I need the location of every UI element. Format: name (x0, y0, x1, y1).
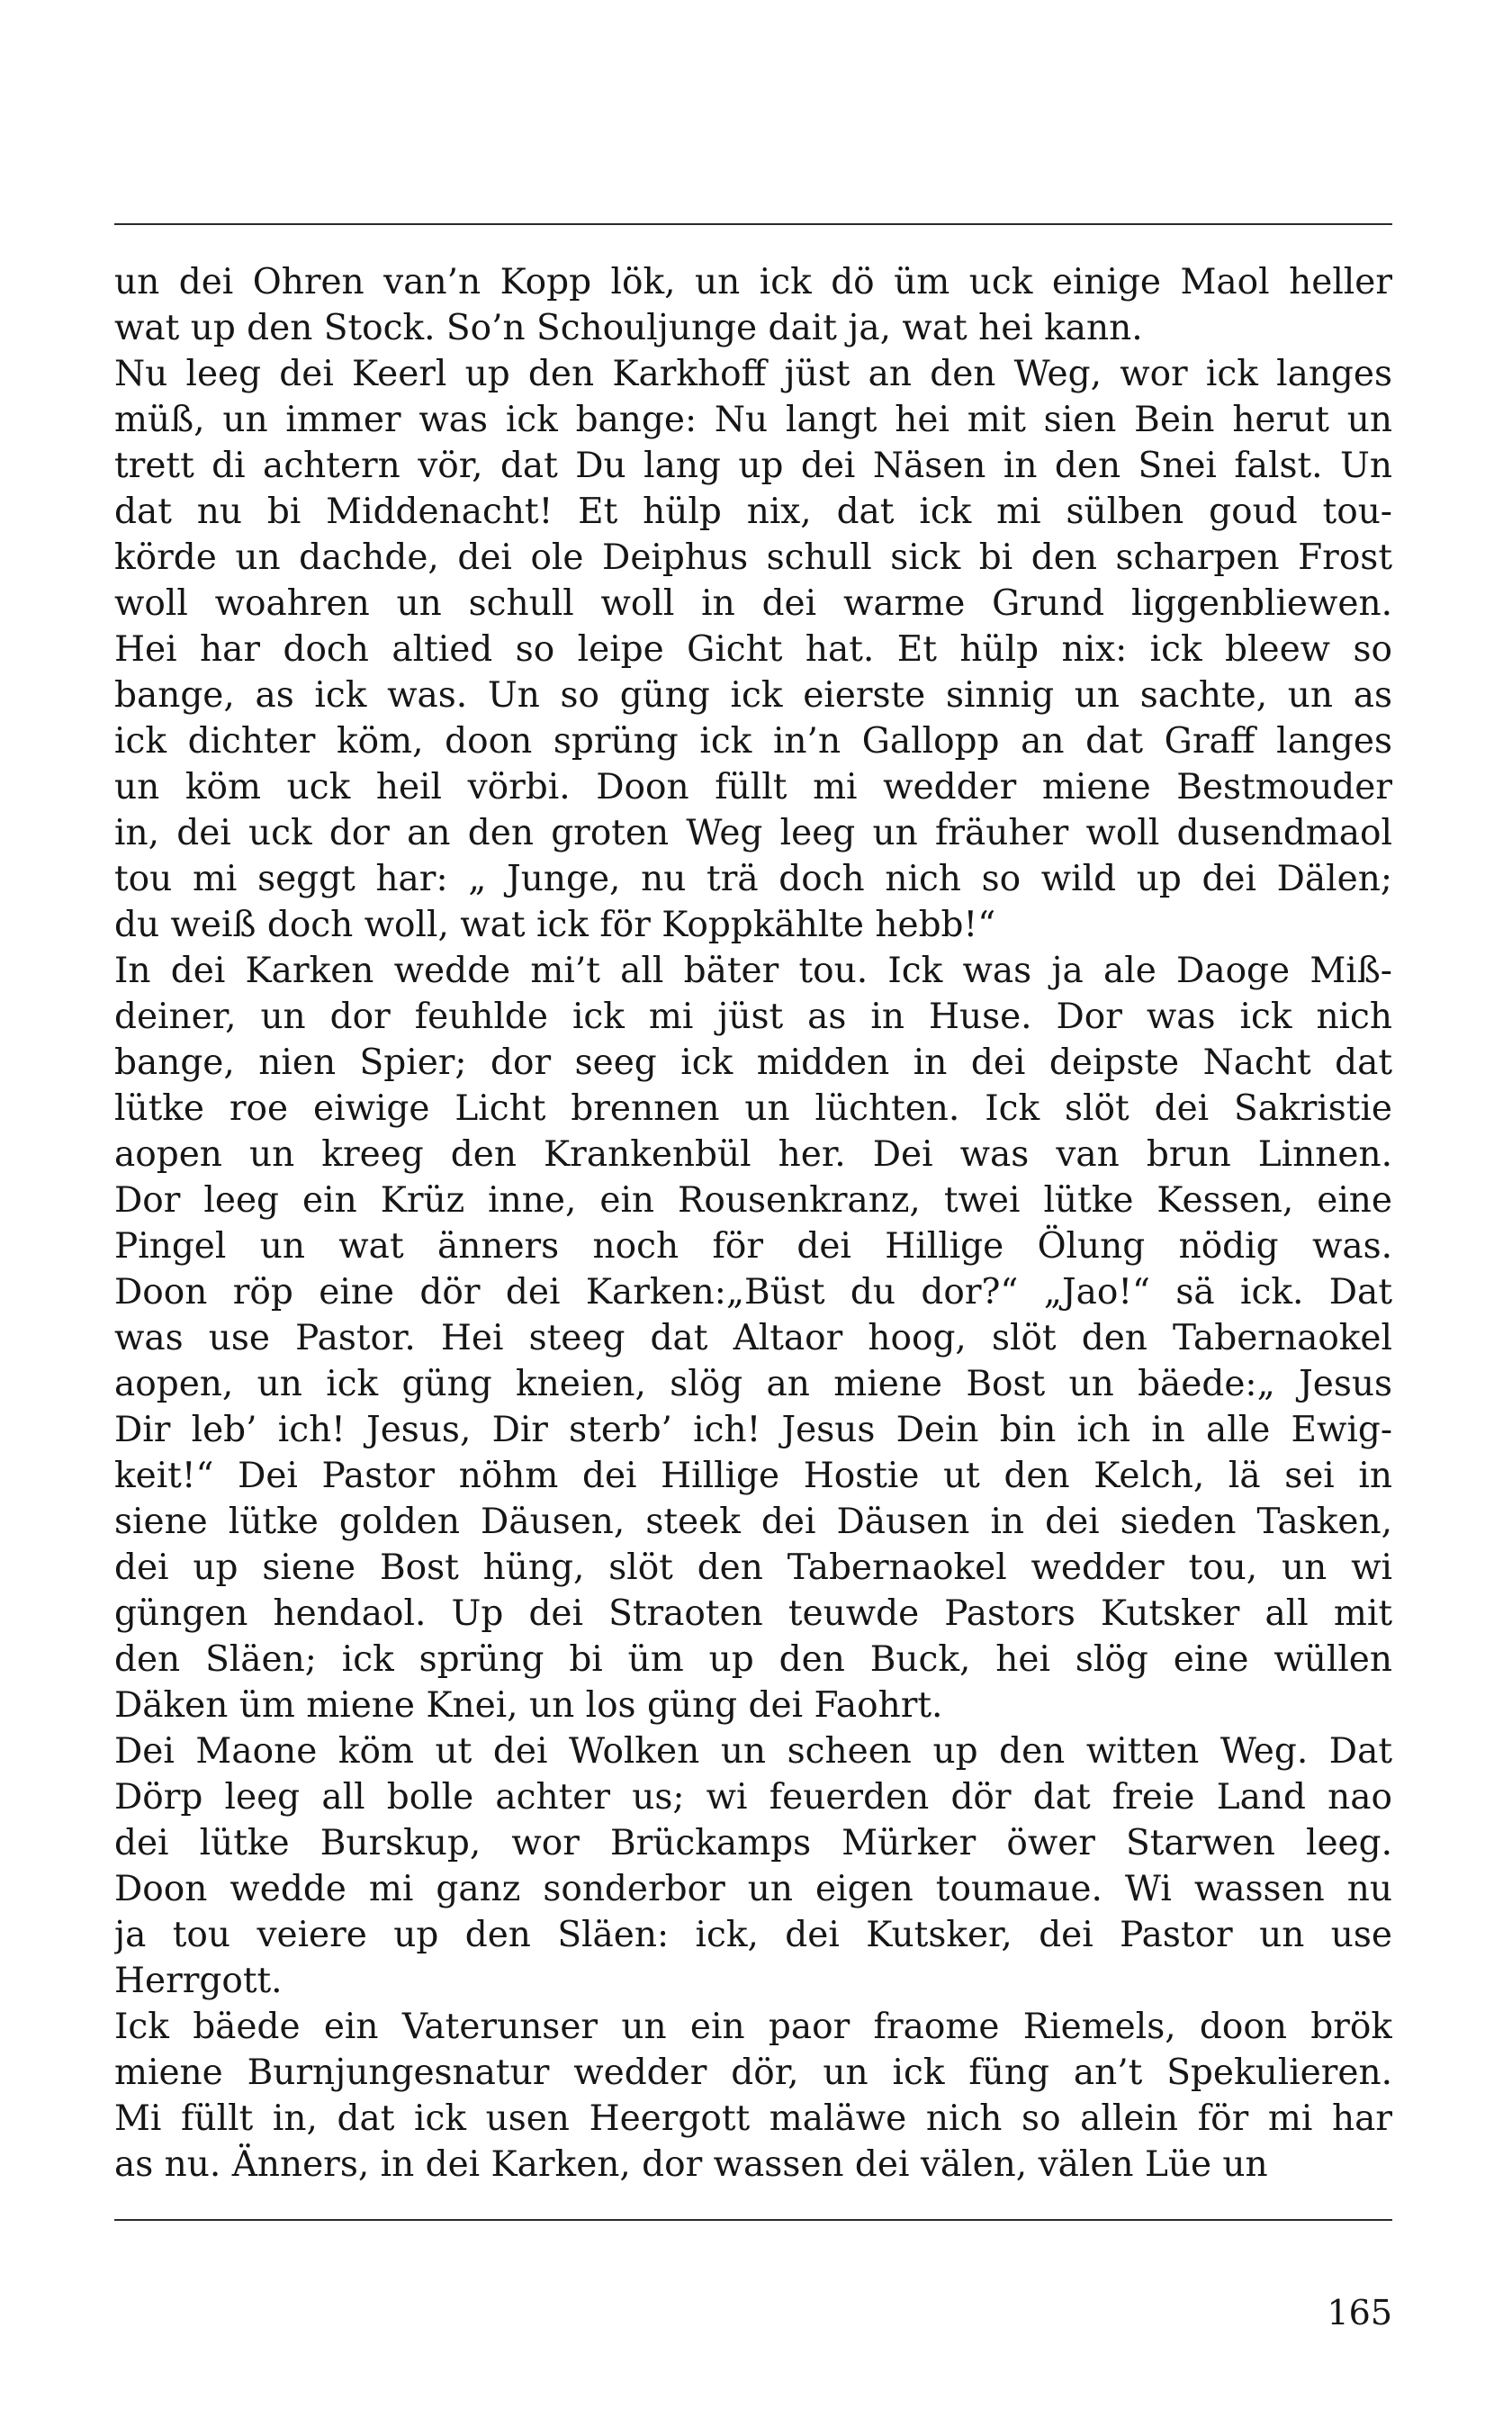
text-line: ja tou veiere up den Släen: ick, dei Kutsker, dei Pastor un use (114, 1915, 1392, 1955)
text-line: Dor leeg ein Krüz inne, ein Rousenkranz, twei lütke Kessen, eine (114, 1180, 1392, 1221)
text-line: ick dichter köm, doon sprüng ick in’n Gallopp an dat Graff langes (114, 721, 1392, 762)
text-line: woll woahren un schull woll in dei warme Grund liggenbliewen. (114, 583, 1392, 624)
text-line: Hei har doch altied so leipe Gicht hat. Et hülp nix: ick bleew so (114, 629, 1392, 670)
text-line: siene lütke golden Däusen, steek dei Däusen in dei sieden Tasken, (114, 1502, 1392, 1542)
text-line: Herrgott. (114, 1961, 283, 2001)
text-line: Dei Maone köm ut dei Wolken un scheen up den witten Weg. Dat (114, 1731, 1392, 1772)
text-line: tou mi seggt har: „ Junge, nu trä doch nich so wild up dei Dälen; (114, 859, 1392, 899)
text-line: bange, as ick was. Un so güng ick eierste sinnig un sachte, un as (114, 675, 1392, 716)
page-number: 165 (1327, 2293, 1392, 2332)
text-line: Doon wedde mi ganz sonderbor un eigen toumaue. Wi wassen nu (114, 1869, 1392, 1909)
text-line: miene Burnjungesnatur wedder dör, un ick füng an’t Spekulieren. (114, 2053, 1392, 2093)
text-line: wat up den Stock. So’n Schouljunge dait ja, wat hei kann. (114, 308, 1143, 348)
text-line: Doon röp eine dör dei Karken:„Büst du dor?“ „Jao!“ sä ick. Dat (114, 1272, 1392, 1313)
text-line: was use Pastor. Hei steeg dat Altaor hoog, slöt den Tabernaokel (114, 1318, 1392, 1358)
text-line: dei up siene Bost hüng, slöt den Tabernaokel wedder tou, un wi (114, 1547, 1392, 1588)
text-line: du weiß doch woll, wat ick för Koppkählte hebb!“ (114, 905, 996, 945)
text-line: dat nu bi Middenacht! Et hülp nix, dat ick mi sülben goud tou- (114, 492, 1392, 532)
text-line: Dörp leeg all bolle achter us; wi feuerden dör dat freie Land nao (114, 1777, 1392, 1818)
text-line: aopen un kreeg den Krankenbül her. Dei was van brun Linnen. (114, 1134, 1392, 1175)
text-line: in, dei uck dor an den groten Weg leeg un fräuher woll dusendmaol (114, 813, 1392, 853)
text-line: den Släen; ick sprüng bi üm up den Buck, hei slög eine wüllen (114, 1639, 1392, 1680)
text-line: Dir leb’ ich! Jesus, Dir sterb’ ich! Jesus Dein bin ich in alle Ewig- (114, 1410, 1392, 1450)
text-line: keit!“ Dei Pastor nöhm dei Hillige Hostie ut den Kelch, lä sei in (114, 1456, 1392, 1496)
text-line: müß, un immer was ick bange: Nu langt hei mit sien Bein herut un (114, 400, 1392, 440)
text-line: lütke roe eiwige Licht brennen un lüchten. Ick slöt dei Sakristie (114, 1088, 1392, 1129)
text-line: In dei Karken wedde mi’t all bäter tou. Ick was ja ale Daoge Miß- (114, 951, 1392, 991)
text-line: dei lütke Burskup, wor Brückamps Mürker öwer Starwen leeg. (114, 1823, 1392, 1863)
text-line: güngen hendaol. Up dei Straoten teuwde Pastors Kutsker all mit (114, 1593, 1392, 1634)
text-line: bange, nien Spier; dor seeg ick midden in dei deipste Nacht dat (114, 1042, 1392, 1083)
text-line: Nu leeg dei Keerl up den Karkhoff jüst an den Weg, wor ick langes (114, 354, 1392, 394)
text-line: as nu. Änners, in dei Karken, dor wassen dei välen, välen Lüe un (114, 2144, 1268, 2185)
text-line: Ick bäede ein Vaterunser un ein paor fraome Riemels, doon brök (114, 2007, 1392, 2047)
text-line: un dei Ohren van’n Kopp lök, un ick dö üm uck einige Maol heller (114, 262, 1392, 302)
text-line: Mi füllt in, dat ick usen Heergott maläwe nich so allein för mi har (114, 2098, 1392, 2139)
body-text (114, 259, 1392, 2188)
text-line: Pingel un wat änners noch för dei Hillige Ölung nödig was. (114, 1226, 1392, 1267)
text-line: körde un dachde, dei ole Deiphus schull sick bi den scharpen Frost (114, 537, 1392, 578)
text-line: deiner, un dor feuhlde ick mi jüst as in Huse. Dor was ick nich (114, 997, 1392, 1037)
top-rule (114, 223, 1392, 225)
text-line: trett di achtern vör, dat Du lang up dei Näsen in den Snei falst. Un (114, 446, 1392, 486)
bottom-rule (114, 2219, 1392, 2221)
text-line: aopen, un ick güng kneien, slög an miene Bost un bäede:„ Jesus (114, 1364, 1392, 1404)
text-line: Däken üm miene Knei, un los güng dei Faohrt. (114, 1685, 943, 1726)
text-line: un köm uck heil vörbi. Doon füllt mi wedder miene Bestmouder (114, 767, 1392, 807)
